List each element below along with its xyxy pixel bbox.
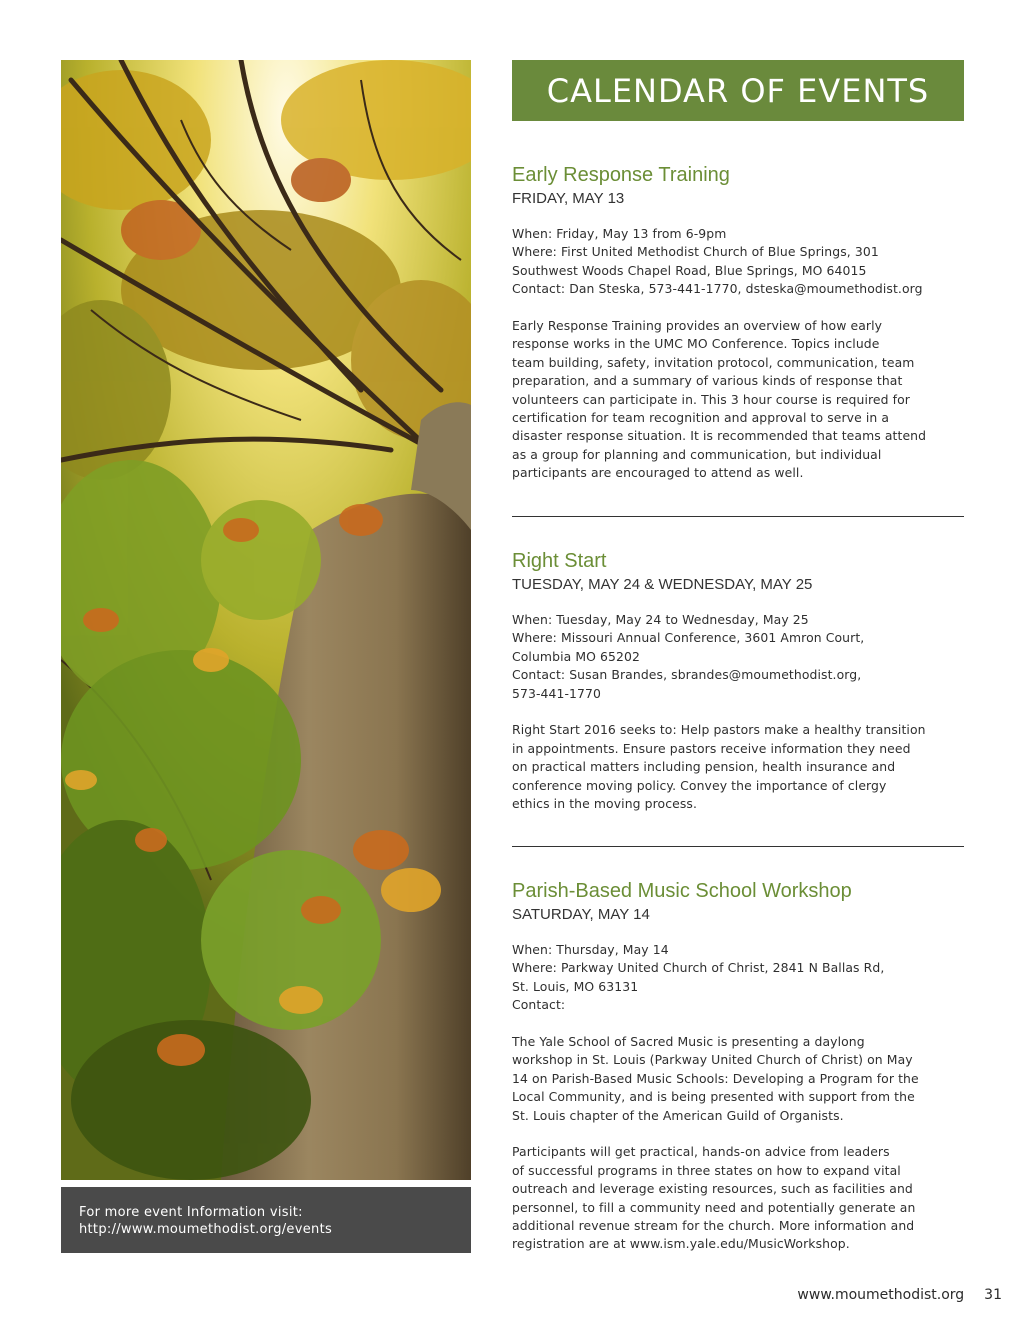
event-right-start bbox=[512, 549, 964, 813]
description-line: outreach and leverage existing resources, such as facilities and bbox=[512, 1181, 913, 1197]
event-details bbox=[512, 225, 964, 483]
description-line: preparation, and a summary of various kinds of response that bbox=[512, 373, 903, 389]
detail-line: Where: First United Methodist Church of Blue Springs, 301 bbox=[512, 244, 879, 260]
description-line: on practical matters including pension, health insurance and bbox=[512, 759, 896, 775]
calendar-header bbox=[512, 60, 964, 121]
description-line: workshop in St. Louis (Parkway United Church of Christ) on May bbox=[512, 1052, 913, 1068]
description-line: of successful programs in three states on how to expand vital bbox=[512, 1162, 901, 1178]
detail-line: Contact: bbox=[512, 997, 566, 1013]
event-early-response-training bbox=[512, 163, 964, 483]
event-title: Right Start bbox=[512, 550, 607, 572]
divider bbox=[512, 516, 964, 517]
detail-line: St. Louis, MO 63131 bbox=[512, 978, 639, 994]
page-footer bbox=[797, 1287, 1002, 1303]
description-line: personnel, to fill a community need and potentially generate an bbox=[512, 1199, 916, 1215]
description-line: ethics in the moving process. bbox=[512, 796, 698, 812]
detail-line: Columbia MO 65202 bbox=[512, 648, 640, 664]
detail-line: Southwest Woods Chapel Road, Blue Springs, MO 64015 bbox=[512, 262, 867, 278]
detail-line: Where: Missouri Annual Conference, 3601 Amron Court, bbox=[512, 630, 865, 646]
event-date: SATURDAY, MAY 14 bbox=[512, 906, 650, 923]
event-title: Parish-Based Music School Workshop bbox=[512, 880, 852, 902]
event-details bbox=[512, 611, 964, 813]
description-line: conference moving policy. Convey the importance of clergy bbox=[512, 777, 887, 793]
page-number: 31 bbox=[984, 1287, 1002, 1303]
detail-line: When: Thursday, May 14 bbox=[512, 942, 669, 957]
description-line: 14 on Parish-Based Music Schools: Developing a Program for the bbox=[512, 1070, 919, 1086]
tree-photo bbox=[61, 60, 471, 1180]
event-title: Early Response Training bbox=[512, 164, 730, 186]
events-link[interactable]: http://www.moumethodist.org/events bbox=[79, 1222, 333, 1237]
description-line: additional revenue stream for the church. More information and bbox=[512, 1218, 915, 1234]
footer-website[interactable]: www.moumethodist.org bbox=[797, 1287, 965, 1303]
more-info-label: For more event Information visit: bbox=[79, 1205, 303, 1220]
description-line: participants are encouraged to attend as well. bbox=[512, 465, 804, 481]
detail-line: When: Tuesday, May 24 to Wednesday, May 25 bbox=[512, 612, 809, 627]
description-line: volunteers can participate in. This 3 hour course is required for bbox=[512, 391, 910, 407]
description-line: certification for team recognition and approval to serve in a bbox=[512, 410, 890, 426]
description-line: St. Louis chapter of the American Guild of Organists. bbox=[512, 1107, 844, 1123]
description-line: Local Community, and is being presented with support from the bbox=[512, 1089, 915, 1105]
description-line: registration are at www.ism.yale.edu/MusicWorkshop. bbox=[512, 1236, 850, 1252]
description-line: The Yale School of Sacred Music is presenting a daylong bbox=[512, 1034, 865, 1050]
detail-line: Contact: Susan Brandes, sbrandes@moumethodist.org, bbox=[512, 667, 862, 683]
description-line: as a group for planning and communication, but individual bbox=[512, 446, 882, 462]
event-music-school-workshop bbox=[512, 879, 964, 1254]
page-title: CALENDAR OF EVENTS bbox=[546, 71, 930, 110]
detail-line: 573-441-1770 bbox=[512, 685, 601, 701]
description-line: in appointments. Ensure pastors receive information they need bbox=[512, 740, 911, 756]
detail-line: Contact: Dan Steska, 573-441-1770, dsteska@moumethodist.org bbox=[512, 281, 923, 297]
description-line: Right Start 2016 seeks to: Help pastors make a healthy transition bbox=[512, 722, 926, 738]
description-line: response works in the UMC MO Conference. Topics include bbox=[512, 336, 880, 352]
event-date: TUESDAY, MAY 24 & WEDNESDAY, MAY 25 bbox=[512, 576, 813, 593]
description-line: disaster response situation. It is recommended that teams attend bbox=[512, 428, 927, 444]
event-details bbox=[512, 941, 964, 1254]
detail-line: Where: Parkway United Church of Christ, 2841 N Ballas Rd, bbox=[512, 960, 885, 976]
event-date: FRIDAY, MAY 13 bbox=[512, 190, 625, 207]
more-info-box bbox=[61, 1187, 471, 1253]
divider bbox=[512, 846, 964, 847]
description-line: Early Response Training provides an overview of how early bbox=[512, 318, 883, 334]
description-line: team building, safety, invitation protocol, communication, team bbox=[512, 354, 915, 370]
description-line: Participants will get practical, hands-on advice from leaders bbox=[512, 1144, 890, 1160]
detail-line: When: Friday, May 13 from 6-9pm bbox=[512, 226, 727, 241]
